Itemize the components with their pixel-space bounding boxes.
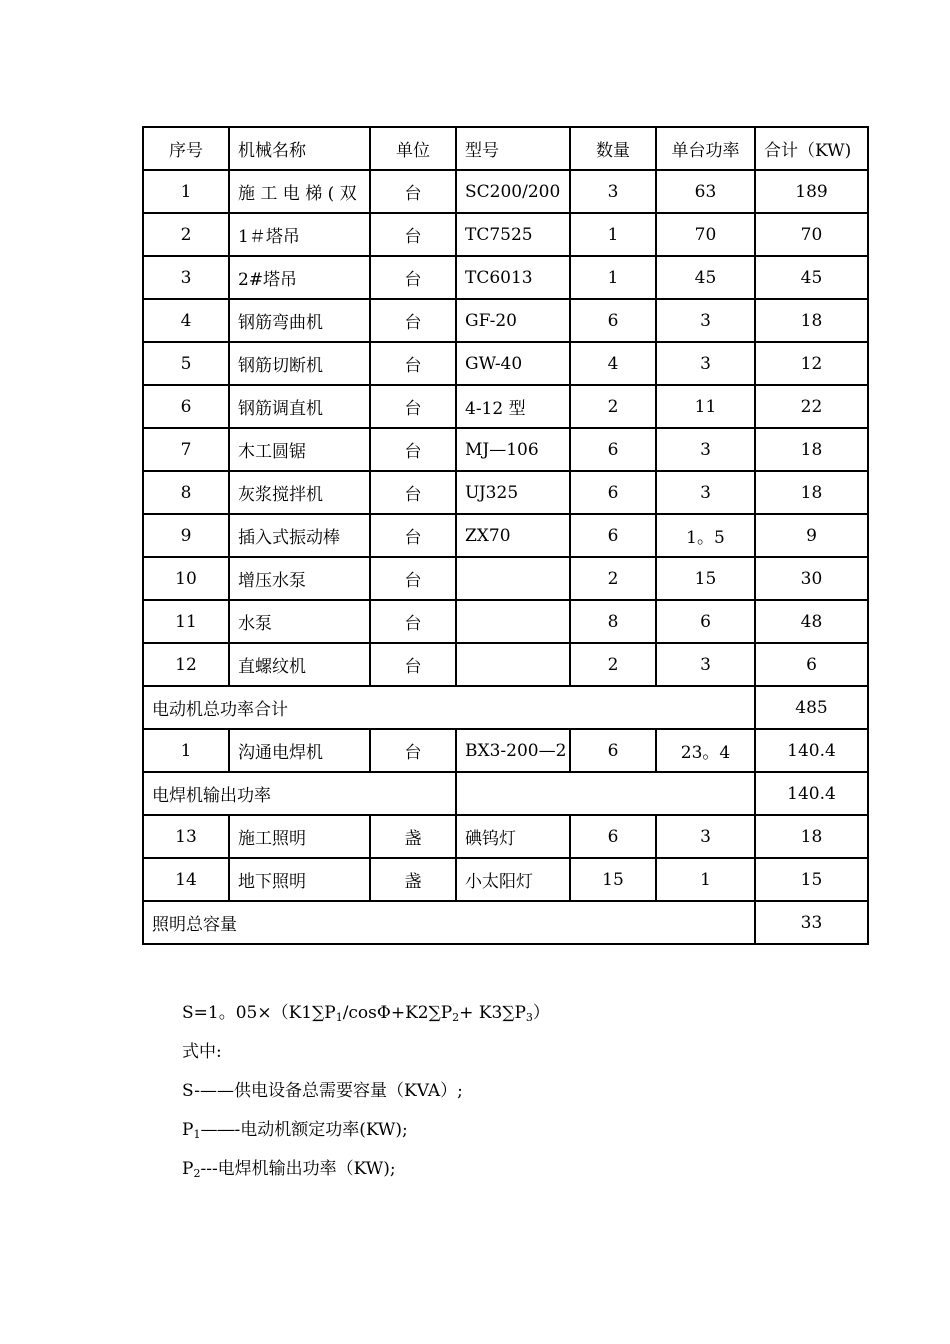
cell: 3 [656,815,755,858]
table-row [143,428,868,471]
cell: 6 [570,815,656,858]
cell: 1 [570,213,656,256]
cell: 台 [370,170,456,213]
cell: 2#塔吊 [229,256,370,299]
cell: 水泵 [229,600,370,643]
cell: 11 [143,600,229,643]
cell: 63 [656,170,755,213]
cell: 2 [143,213,229,256]
cell: GW-40 [456,342,570,385]
cell: 台 [370,557,456,600]
cell: 6 [570,428,656,471]
cell: TC6013 [456,256,570,299]
cell: 3 [656,471,755,514]
header-cell: 序号 [143,127,229,170]
cell: 18 [755,428,868,471]
total-value: 140.4 [755,772,868,815]
cell: 12 [755,342,868,385]
cell: 小太阳灯 [456,858,570,901]
cell: 11 [656,385,755,428]
cell: 木工圆锯 [229,428,370,471]
cell: 1 [143,729,229,772]
cell: 14 [143,858,229,901]
cell: 1＃塔吊 [229,213,370,256]
cell: 15 [570,858,656,901]
cell [456,557,570,600]
cell: 台 [370,342,456,385]
cell: 4 [570,342,656,385]
table-row [143,729,868,772]
cell: 6 [143,385,229,428]
equipment-power-table [142,126,869,945]
cell: 8 [143,471,229,514]
cell: 8 [570,600,656,643]
total-label: 电动机总功率合计 [143,686,755,729]
cell: 15 [656,557,755,600]
cell: 3 [656,428,755,471]
cell: 140.4 [755,729,868,772]
cell: 直螺纹机 [229,643,370,686]
cell: 13 [143,815,229,858]
cell: 施工照明 [229,815,370,858]
table-row [143,342,868,385]
formula-notes [182,1000,550,1195]
subscript: 1 [335,1011,343,1024]
cell: GF-20 [456,299,570,342]
total-label: 电焊机输出功率 [143,772,456,815]
formula-text: + K3∑P [459,1003,526,1023]
table-row [143,815,868,858]
cell: 12 [143,643,229,686]
cell: 4 [143,299,229,342]
cell: 沟通电焊机 [229,729,370,772]
cell: 盏 [370,858,456,901]
formula-text: S=1。05×（K1∑P [182,1003,336,1023]
definition-p1 [182,1117,550,1156]
cell: 48 [755,600,868,643]
cell: 台 [370,385,456,428]
cell: 地下照明 [229,858,370,901]
cell: 3 [656,643,755,686]
cell: 3 [143,256,229,299]
cell: MJ—106 [456,428,570,471]
cell: 70 [755,213,868,256]
header-cell: 型号 [456,127,570,170]
cell: 70 [656,213,755,256]
subscript: 1 [193,1128,201,1141]
cell: 6 [570,514,656,557]
cell: 台 [370,428,456,471]
cell: 盏 [370,815,456,858]
cell [456,600,570,643]
subscript: 3 [525,1011,533,1024]
cell: 碘钨灯 [456,815,570,858]
cell: ZX70 [456,514,570,557]
definition-text: ---电焊机输出功率（KW); [200,1159,396,1179]
cell: 3 [656,299,755,342]
cell: 6 [570,471,656,514]
header-cell: 单位 [370,127,456,170]
table-row [143,299,868,342]
cell: 1 [143,170,229,213]
cell: 3 [570,170,656,213]
formula-text: /cosΦ+K2∑P [342,1003,453,1023]
table-row [143,557,868,600]
cell: TC7525 [456,213,570,256]
cell: 23。4 [656,729,755,772]
cell: 施 工 电 梯 ( 双 [229,170,370,213]
cell: 10 [143,557,229,600]
total-value: 33 [755,901,868,944]
cell: 6 [570,299,656,342]
subscript: 2 [452,1011,460,1024]
table-row [143,643,868,686]
cell: 台 [370,256,456,299]
formula-line [182,1000,550,1039]
cell: 2 [570,385,656,428]
table-row [143,514,868,557]
cell: 5 [143,342,229,385]
cell: 钢筋切断机 [229,342,370,385]
header-cell: 机械名称 [229,127,370,170]
total-value: 485 [755,686,868,729]
cell: 台 [370,514,456,557]
cell: 台 [370,643,456,686]
table-row [143,213,868,256]
welder-total-row [143,772,868,815]
cell: 9 [755,514,868,557]
cell: UJ325 [456,471,570,514]
formula-text: ） [532,1003,550,1023]
cell: 45 [656,256,755,299]
motor-total-row [143,686,868,729]
cell: 2 [570,557,656,600]
cell: 1 [570,256,656,299]
cell: 6 [755,643,868,686]
cell: 9 [143,514,229,557]
symbol: P [182,1159,194,1179]
cell: 18 [755,471,868,514]
total-label: 照明总容量 [143,901,755,944]
header-cell: 数量 [570,127,656,170]
cell: SC200/200 [456,170,570,213]
empty-cell [456,772,755,815]
cell: 台 [370,471,456,514]
cell: 189 [755,170,868,213]
cell: 台 [370,213,456,256]
cell: 钢筋调直机 [229,385,370,428]
symbol: P [182,1120,194,1140]
cell: 18 [755,815,868,858]
cell: 1 [656,858,755,901]
cell: 台 [370,299,456,342]
where-line: 式中: [182,1042,222,1062]
cell: 6 [570,729,656,772]
table-row [143,170,868,213]
cell: 6 [656,600,755,643]
header-row [143,127,868,170]
cell: 插入式振动棒 [229,514,370,557]
table-row [143,600,868,643]
header-cell: 单台功率 [656,127,755,170]
cell: 增压水泵 [229,557,370,600]
cell: 7 [143,428,229,471]
cell: 台 [370,600,456,643]
cell: 灰浆搅拌机 [229,471,370,514]
cell: 3 [656,342,755,385]
light-total-row [143,901,868,944]
cell: BX3-200—2 [456,729,570,772]
cell: 30 [755,557,868,600]
cell: 15 [755,858,868,901]
subscript: 2 [193,1167,201,1180]
cell: 4-12 型 [456,385,570,428]
header-cell: 合计（KW) [755,127,868,170]
table-row [143,256,868,299]
table-row [143,858,868,901]
definition-s: S-——供电设备总需要容量（KVA）; [182,1081,463,1101]
table-row [143,385,868,428]
definition-text: —―-电动机额定功率(KW); [200,1120,408,1140]
cell: 18 [755,299,868,342]
table-row [143,471,868,514]
cell: 1。5 [656,514,755,557]
cell: 钢筋弯曲机 [229,299,370,342]
cell: 22 [755,385,868,428]
definition-p2 [182,1156,550,1195]
cell: 45 [755,256,868,299]
cell: 台 [370,729,456,772]
cell: 2 [570,643,656,686]
cell [456,643,570,686]
